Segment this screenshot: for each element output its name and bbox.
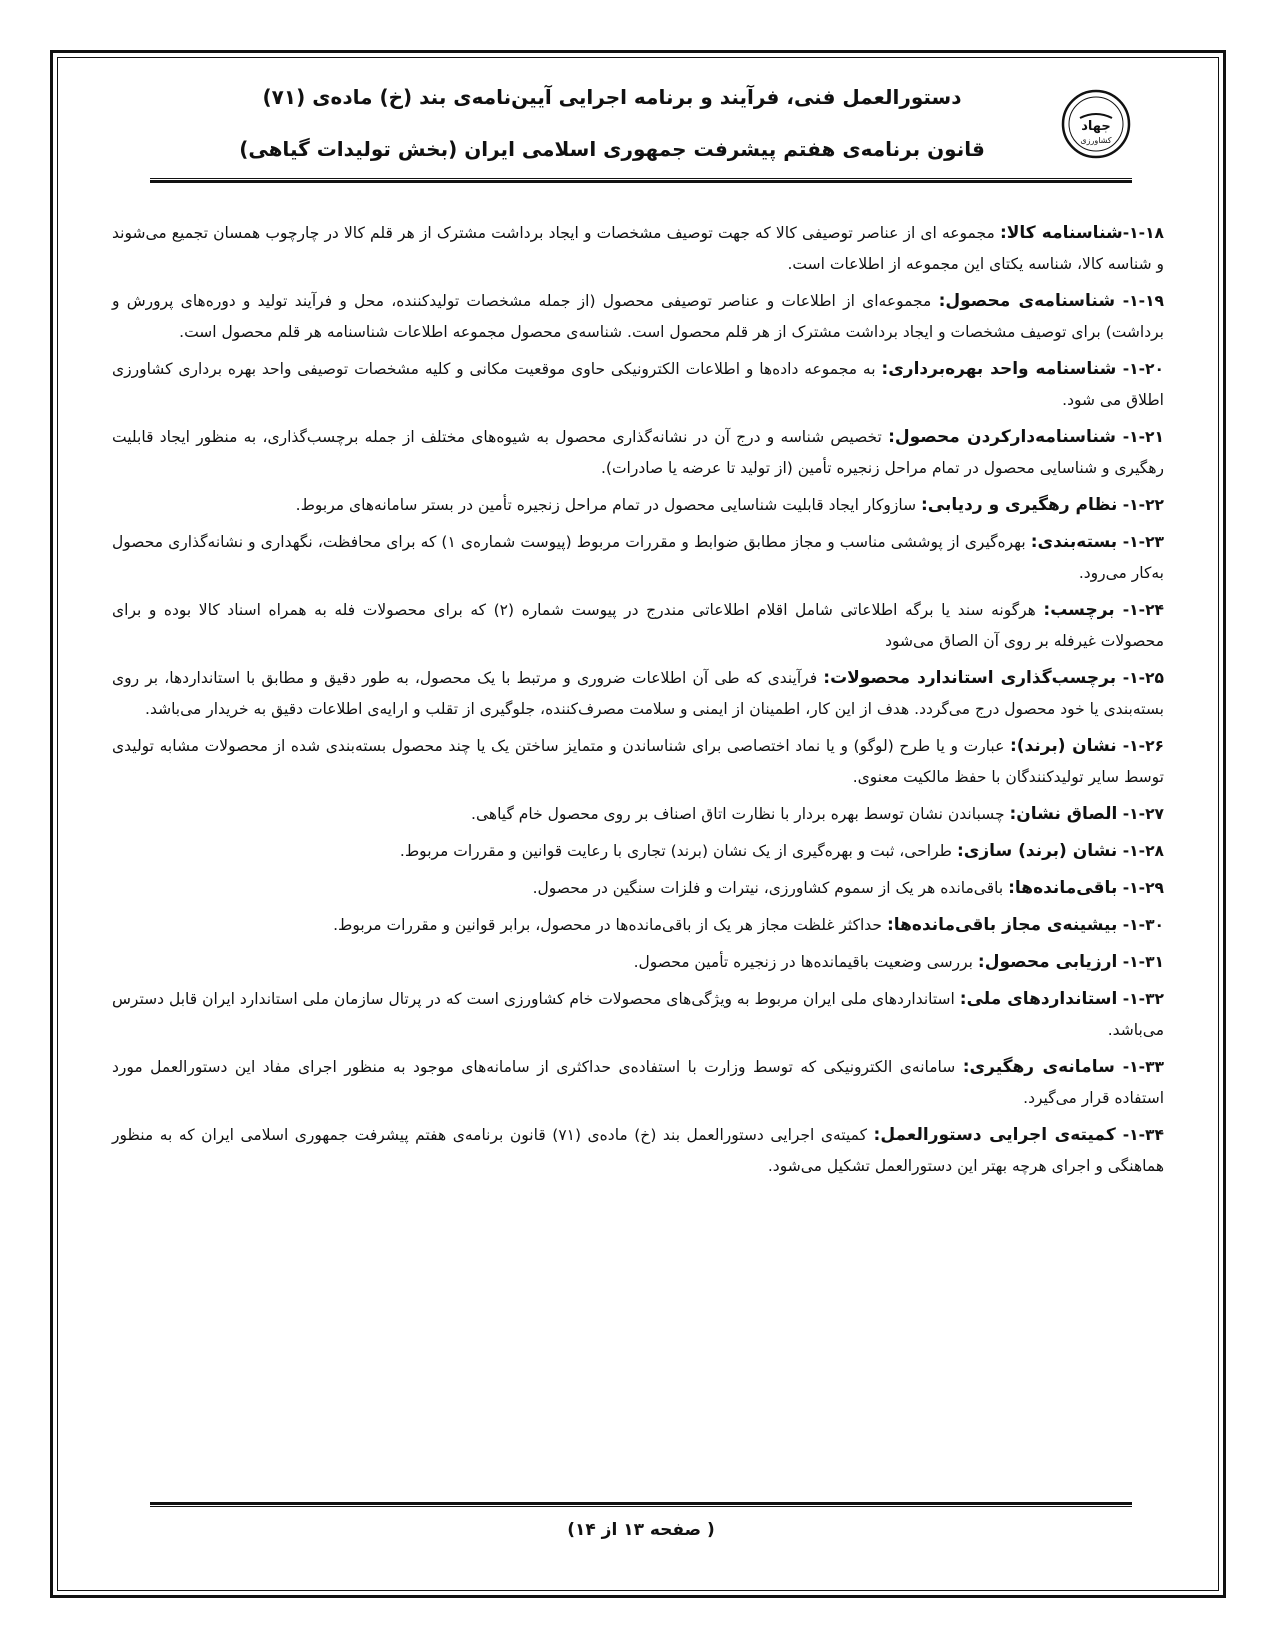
definition-number: ۱-۲۵- [1116,669,1164,687]
definition-text: باقی‌مانده هر یک از سموم کشاورزی، نیترات و فلزات سنگین در محصول. [532,879,1009,897]
definition-number: ۱-۳۲- [1117,990,1164,1008]
definition-item [112,910,1164,941]
definition-item [112,527,1164,589]
definition-item [112,984,1164,1046]
definition-term: برچسب: [1043,600,1115,620]
definition-term: شناسنامه‌دارکردن محصول: [888,427,1117,447]
definition-item [112,947,1164,978]
definition-number: ۱-۳۱- [1117,953,1164,971]
definition-term: باقی‌مانده‌ها: [1008,878,1118,898]
definition-term: الصاق نشان: [1009,804,1118,824]
definition-number: ۱-۲۲- [1117,496,1164,514]
definition-term: نشان (برند) سازی: [956,841,1118,861]
definition-number: ۱-۳۰- [1117,916,1164,934]
definition-term: شناسنامه واحد بهره‌برداری: [881,359,1117,379]
definition-number: ۱-۲۱- [1116,428,1164,446]
definition-term: ارزیابی محصول: [977,952,1118,972]
definition-number: ۱-۲۳- [1117,533,1164,551]
document-title-line-1: دستورالعمل فنی، فرآیند و برنامه اجرایی آیین‌نامه‌ی بند (خ) ماده‌ی (۷۱) [262,85,962,109]
document-title-line-2: قانون برنامه‌ی هفتم پیشرفت جمهوری اسلامی ایران (بخش تولیدات گیاهی) [239,137,985,161]
definition-item [112,218,1164,280]
definition-term: استانداردهای ملی: [959,989,1118,1009]
definition-term: برچسب‌گذاری استاندارد محصولات: [823,668,1117,688]
definition-text: کمیته‌ی اجرایی دستورالعمل بند (خ) ماده‌ی (۷۱) قانون برنامه‌ی هفتم پیشرفت جمهوری اسلامی ایران که به منظور هماهنگی و اجرای هرچه بهتر این دستورالعمل تشکیل می‌شود. [112,1126,1164,1175]
definition-item [112,1120,1164,1182]
page-number: ( صفحه ۱۳ از ۱۴) [567,1520,715,1540]
page-header [150,78,1132,184]
definition-text: تخصیص شناسه و درج آن در نشانه‌گذاری محصول به شیوه‌های مختلف از جمله برچسب‌گذاری، به منظور ایجاد قابلیت رهگیری و شناسایی محصول در تمام مراحل زنجیره تأمین (از تولید تا عرضه یا صادرات). [112,428,1164,477]
definition-item [112,354,1164,416]
footer-divider [150,1502,1132,1507]
ministry-logo [1060,88,1132,160]
definition-item [112,836,1164,867]
definition-term: نظام رهگیری و ردیابی: [921,495,1118,515]
definition-item [112,663,1164,725]
definition-text: استانداردهای ملی ایران مربوط به ویژگی‌های محصولات خام کشاورزی است که در پرتال سازمان ملی استاندارد ایران قابل دسترس می‌باشد. [112,990,1164,1039]
definition-term: بیشینه‌ی مجاز باقی‌مانده‌ها: [886,915,1118,935]
definition-number: ۱-۲۷- [1117,805,1164,823]
header-divider [150,178,1132,183]
definition-text: چسباندن نشان توسط بهره بردار با نظارت اتاق اصناف بر روی محصول خام گیاهی. [471,805,1010,823]
definition-number: ۱-۲۰- [1116,360,1164,378]
definition-text: طراحی، ثبت و بهره‌گیری از یک نشان (برند) تجاری با رعایت قوانین و مقررات مربوط. [399,842,957,860]
definition-text: سازوکار ایجاد قابلیت شناسایی محصول در تمام مراحل زنجیره تأمین در بستر سامانه‌های مربوط. [295,496,921,514]
definition-item [112,490,1164,521]
definition-term: بسته‌بندی: [1030,532,1118,552]
definition-item [112,1052,1164,1114]
definition-item [112,595,1164,657]
definition-number: ۱-۲۹- [1117,879,1164,897]
definition-number: ۱-۲۸- [1117,842,1164,860]
definition-number: ۱-۱۸- [1122,224,1164,242]
definition-item [112,422,1164,484]
definition-text: مجموعه‌ای از اطلاعات و عناصر توصیفی محصول (از جمله مشخصات تولیدکننده، محل و فرآیند تولید و دوره‌های پرورش و برداشت) برای توصیف مشخصات و ایجاد برداشت مشترک از هر قلم محصول است. شناسه‌ی محصول مجموعه اطلاعات شناسنامه هر قلم محصول است. [112,292,1164,341]
definition-text: هرگونه سند یا برگه اطلاعاتی شامل اقلام اطلاعاتی مندرج در پیوست شماره (۲) که برای محصولات فله به همراه اسناد کالا بوده و برای محصولات غیرفله بر روی آن الصاق می‌شود [112,601,1164,650]
definition-text: فرآیندی که طی آن اطلاعات ضروری و مرتبط با یک محصول، به طور دقیق و مطابق با استانداردها، بر روی بسته‌بندی یا خود محصول درج می‌گردد. هدف از این کار، اطمینان از ایمنی و سلامت مصرف‌کننده، جلوگیری از تقلب و ارایه‌ی اطلاعات دقیق به خریدار می‌باشد. [112,669,1164,718]
definition-text: به مجموعه داده‌ها و اطلاعات الکترونیکی حاوی موقعیت مکانی و کلیه مشخصات توصیفی واحد بهره برداری کشاورزی اطلاق می شود. [112,360,1164,409]
svg-text:کشاورزی: کشاورزی [1080,136,1112,145]
definition-term: شناسنامه‌ی محصول: [938,291,1116,311]
definition-text: مجموعه ای از عناصر توصیفی کالا که جهت توصیف مشخصات و ایجاد برداشت مشترک از هر قلم کالا در چارچوب همسان تجمیع می‌شوند و شناسه کالا، شناسه یکتای این مجموعه از اطلاعات است. [112,224,1164,273]
definition-term: شناسنامه کالا: [999,223,1123,243]
definition-number: ۱-۳۴- [1115,1126,1164,1144]
definition-item [112,731,1164,793]
definition-term: سامانه‌ی رهگیری: [962,1057,1115,1077]
definition-number: ۱-۳۳- [1114,1058,1164,1076]
svg-text:جهاد: جهاد [1081,119,1111,134]
definition-text: سامانه‌ی الکترونیکی که توسط وزارت با استفاده‌ی حداکثری از سامانه‌های موجود به منظور اجرای مفاد این دستورالعمل مورد استفاده قرار می‌گیرد. [112,1058,1164,1107]
definition-term: کمیته‌ی اجرایی دستورالعمل: [873,1125,1116,1145]
definition-item [112,873,1164,904]
definition-text: بهره‌گیری از پوششی مناسب و مجاز مطابق ضوابط و مقررات مربوط (پیوست شماره‌ی ۱) که برای محافظت، نگهداری و نشانه‌گذاری محصول به‌کار می‌رود. [112,533,1164,582]
definition-text: حداکثر غلظت مجاز هر یک از باقی‌مانده‌ها در محصول، برابر قوانین و مقررات مربوط. [333,916,887,934]
definition-item [112,799,1164,830]
definition-text: بررسی وضعیت باقیمانده‌ها در زنجیره تأمین محصول. [633,953,978,971]
definition-number: ۱-۲۴- [1114,601,1164,619]
definition-item [112,286,1164,348]
definitions-list [112,218,1164,1448]
definition-text: عبارت و یا طرح (لوگو) و یا نماد اختصاصی برای شناساندن و متمایز ساختن یک یا چند محصول بسته‌بندی شده از محصولات مشابه تولیدی توسط سایر تولیدکنندگان با حفظ مالکیت معنوی. [112,737,1164,786]
definition-number: ۱-۱۹- [1115,292,1164,310]
definition-term: نشان (برند): [1009,736,1117,756]
definition-number: ۱-۲۶- [1116,737,1164,755]
